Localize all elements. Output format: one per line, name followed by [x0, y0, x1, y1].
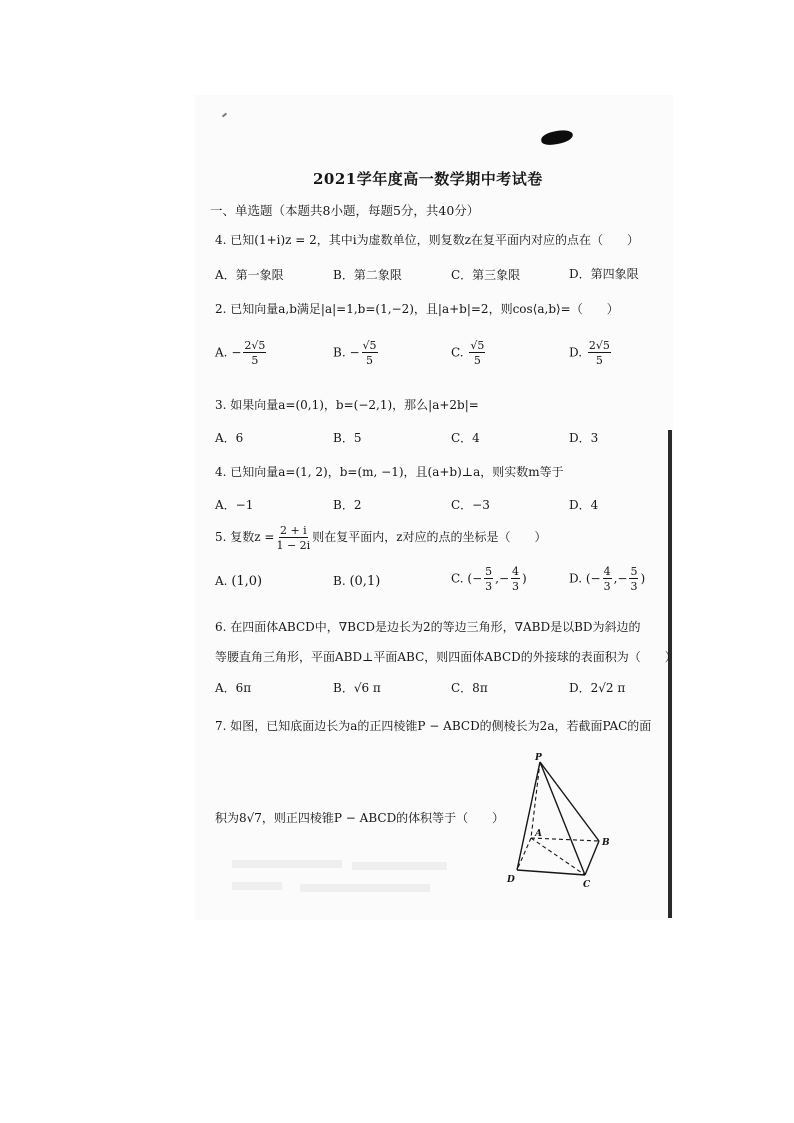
fraction	[511, 566, 520, 592]
fraction	[276, 525, 310, 551]
fraction	[629, 566, 638, 592]
option-label: C.	[451, 345, 464, 360]
question-1-option-c: C．第三象限	[451, 268, 521, 282]
question-2-option-b	[333, 340, 380, 366]
question-5-stem	[215, 522, 547, 552]
question-2-option-a	[215, 340, 268, 366]
question-5-option-a	[215, 574, 262, 589]
question-3-option-a: A．6	[215, 431, 244, 445]
fraction-numerator: 2√5	[244, 339, 266, 352]
scan-edge-shadow	[668, 430, 672, 918]
fraction-numerator: √5	[362, 339, 377, 352]
page-title: 2021学年度高一数学期中考试卷	[313, 170, 543, 188]
pyramid-figure	[495, 750, 620, 890]
option-label: B.	[333, 345, 346, 360]
edge-pc	[540, 762, 585, 875]
bleed-through-mark	[352, 862, 447, 870]
fraction-denominator: 3	[485, 580, 493, 593]
question-2-option-d	[569, 340, 613, 366]
question-6-option-b: B．√6 π	[333, 681, 381, 695]
vertex-label-c: C	[583, 880, 591, 890]
question-6-option-c: C．8π	[451, 681, 488, 695]
fraction-denominator: 5	[473, 354, 481, 367]
question-5-option-b	[333, 574, 380, 589]
fraction-numerator: 5	[630, 565, 638, 578]
option-label: C.	[451, 571, 464, 586]
question-7-line-1: 7. 如图，已知底面边长为a的正四棱锥P − ABCD的侧棱长为2a，若截面PAC的面	[215, 719, 652, 733]
fraction-numerator: 2 + i	[279, 523, 307, 537]
question-5-prefix: 5. 复数z =	[215, 530, 275, 544]
question-2-stem: 2. 已知向量a,b满足|a|=1,b=(1,−2)，且|a+b|=2，则cos⟨a,b⟩=（ ）	[215, 302, 619, 316]
fraction	[588, 340, 611, 366]
question-4-option-a: A．−1	[215, 498, 254, 512]
option-label: A.	[215, 574, 228, 588]
question-3-option-b: B．5	[333, 431, 362, 445]
fraction-numerator: 5	[485, 565, 493, 578]
fraction-denominator: 1 − 2i	[276, 538, 311, 552]
question-4-option-b: B．2	[333, 498, 362, 512]
fraction-denominator: 3	[603, 580, 611, 593]
question-3-option-d: D．3	[569, 431, 599, 445]
fraction-numerator: 4	[603, 565, 611, 578]
vertex-label-p: P	[535, 753, 542, 763]
question-4-stem: 4. 已知向量a=(1, 2)，b=(m, −1)，且(a+b)⊥a，则实数m等于	[215, 465, 564, 479]
vertex-label-b: B	[602, 838, 610, 848]
bleed-through-mark	[232, 860, 342, 868]
question-1-option-b: B．第二象限	[333, 268, 402, 282]
question-7-line-2: 积为8√7，则正四棱锥P − ABCD的体积等于（ ）	[215, 811, 505, 825]
edge-cb	[585, 841, 599, 875]
fraction	[603, 566, 612, 592]
question-3-stem: 3. 如果向量a=(0,1)，b=(−2,1)，那么|a+2b|=	[215, 398, 479, 412]
fraction	[243, 340, 266, 366]
option-value: (0,1)	[349, 574, 381, 589]
question-5-option-c: C. (− $\frac{5}{3}$ ,− $\frac{4}{3}$ )	[451, 565, 527, 593]
fraction-denominator: 5	[251, 354, 259, 367]
edge-pb	[540, 762, 599, 841]
question-6-option-d: D．2√2 π	[569, 681, 626, 695]
fraction-denominator: 3	[630, 580, 638, 593]
question-6-line-1: 6. 在四面体ABCD中，∇BCD是边长为2的等边三角形，∇ABD是以BD为斜边的	[215, 620, 641, 634]
question-5-option-d: D. (− $\frac{4}{3}$ ,− $\frac{5}{3}$ )	[569, 565, 646, 593]
hidden-edge-ad	[517, 838, 531, 870]
option-label: D.	[569, 571, 583, 586]
minus-sign: −	[349, 345, 360, 360]
fraction-numerator: 2√5	[588, 339, 610, 352]
fraction-numerator: √5	[470, 339, 485, 352]
question-6-option-a: A．6π	[215, 681, 252, 695]
fraction	[362, 340, 378, 366]
fraction	[484, 566, 493, 592]
option-label: D.	[569, 345, 583, 360]
fraction-denominator: 5	[595, 354, 603, 367]
vertex-label-d: D	[507, 875, 515, 885]
bleed-through-mark	[232, 882, 282, 890]
option-label: A.	[215, 345, 228, 360]
bleed-through-mark	[300, 884, 430, 892]
question-4-option-c: C．−3	[451, 498, 490, 512]
edge-pd	[517, 762, 540, 870]
minus-sign: −	[231, 345, 242, 360]
vertex-label-a: A	[535, 829, 542, 839]
question-5-suffix: 则在复平面内，z对应的点的坐标是（ ）	[312, 530, 547, 544]
question-4-option-d: D．4	[569, 498, 599, 512]
question-3-option-c: C．4	[451, 431, 480, 445]
fraction-denominator: 3	[512, 580, 520, 593]
question-1-stem: 4. 已知(1+i)z = 2，其中i为虚数单位，则复数z在复平面内对应的点在（ ）	[215, 233, 639, 247]
fraction-denominator: 5	[366, 354, 374, 367]
option-label: B.	[333, 574, 346, 588]
edge-dc	[517, 870, 585, 875]
question-1-option-a: A．第一象限	[215, 268, 284, 282]
question-1-option-d: D．第四象限	[569, 267, 639, 281]
section-heading: 一、单选题（本题共8小题，每题5分，共40分）	[210, 203, 480, 218]
fraction	[469, 340, 485, 366]
question-2-option-c	[451, 340, 487, 366]
question-6-line-2: 等腰直角三角形，平面ABD⊥平面ABC，则四面体ABCD的外接球的表面积为（ ）	[215, 650, 677, 664]
option-value: (1,0)	[231, 574, 263, 589]
fraction-numerator: 4	[512, 565, 520, 578]
